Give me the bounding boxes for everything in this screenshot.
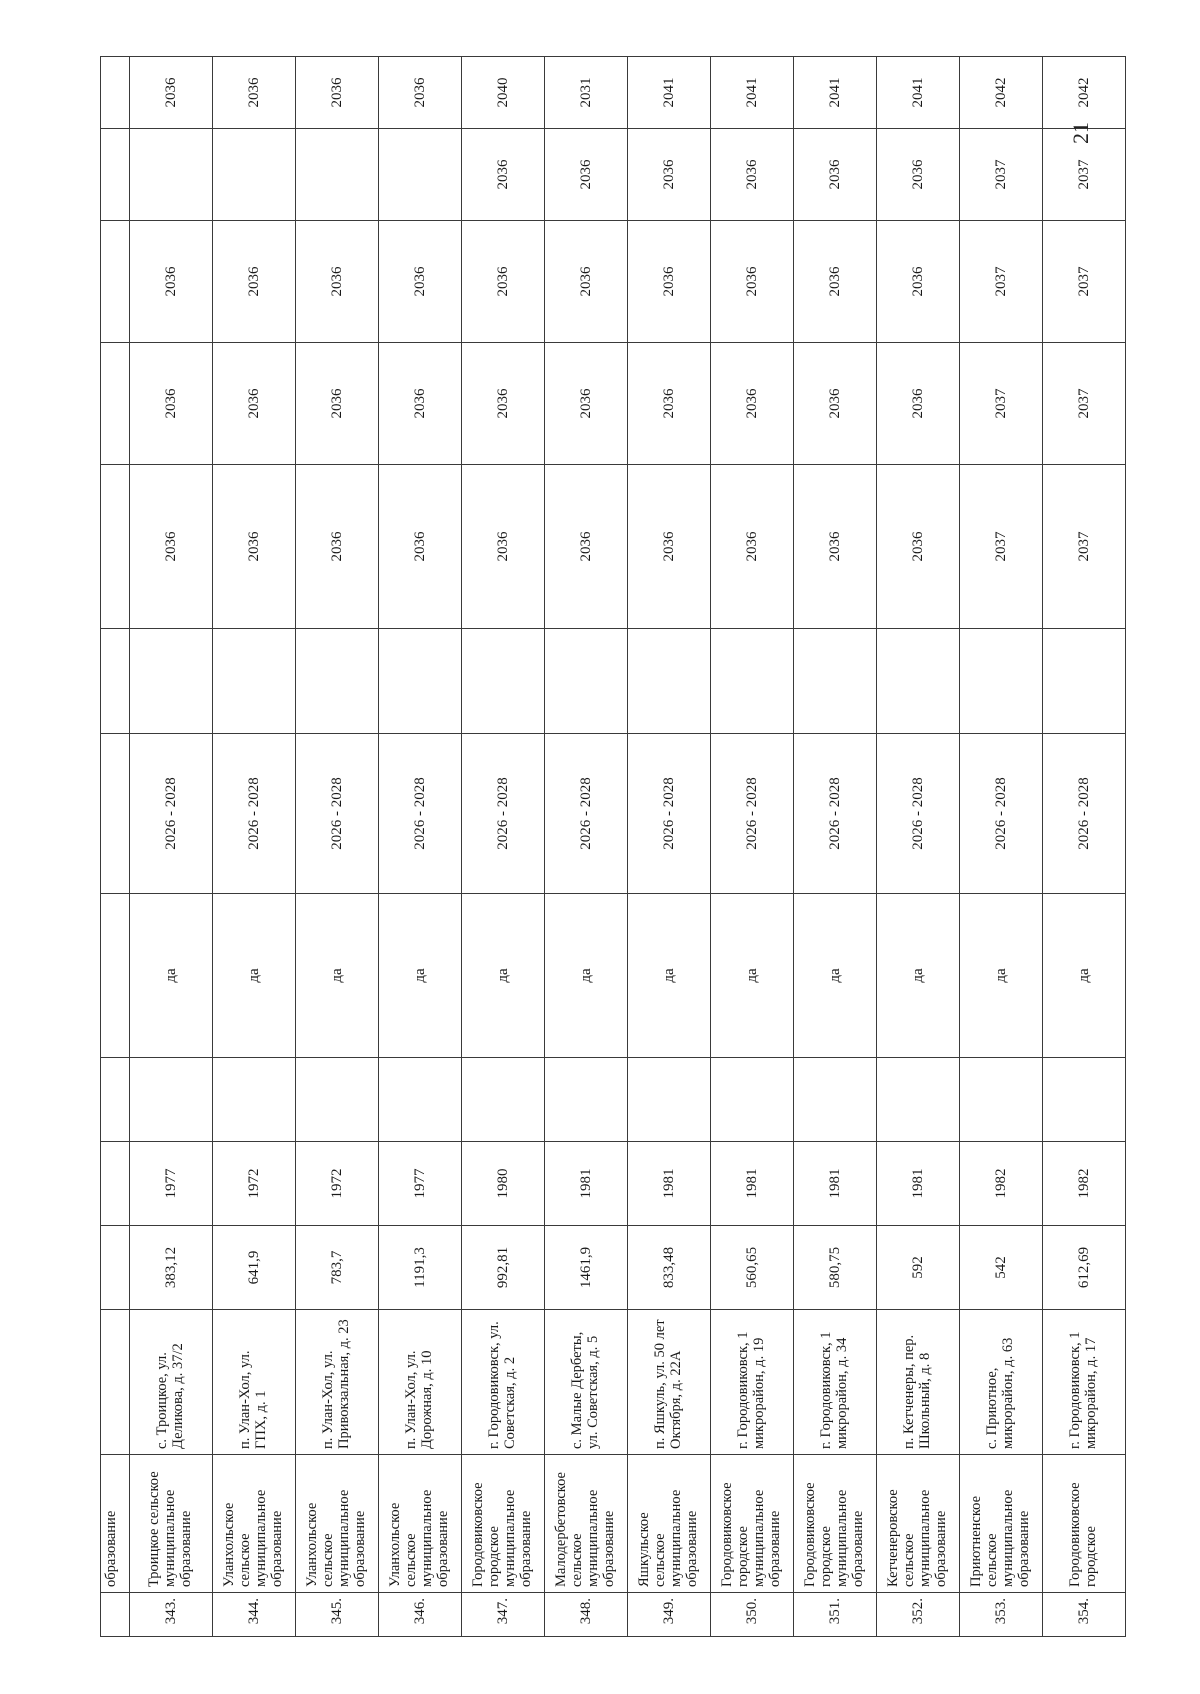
year-cell: 2037 [960,343,1043,465]
table-row [960,57,1043,1637]
year-cell: 2036 [379,465,462,629]
row-number-cell: 344. [213,1593,296,1637]
municipality-cell: Яшкульское сельское муниципальное образование [628,1455,711,1593]
row-number-cell: 343. [130,1593,213,1637]
table-row [877,57,960,1637]
empty-cell [379,1058,462,1142]
year-cell: 2036 [296,465,379,629]
year-cell: 2036 [628,465,711,629]
municipality-cell: Городовиковское городское муниципальное образование [711,1455,794,1593]
area-cell: 542 [960,1226,1043,1310]
empty-cell [711,1058,794,1142]
year-cell: 2042 [1043,57,1126,129]
year-cell: 2036 [213,221,296,343]
year-cell: 2036 [296,57,379,129]
period-cell: 2026 - 2028 [960,734,1043,894]
period-cell: 2026 - 2028 [213,734,296,894]
year-cell: 2036 [462,129,545,221]
empty-cell [130,1058,213,1142]
municipality-cell: Уланхольское сельское муниципальное образование [379,1455,462,1593]
year-built-cell: 1972 [296,1142,379,1226]
row-number-cell: 347. [462,1593,545,1637]
flag-cell: да [296,894,379,1058]
row-number-cell: 354. [1043,1593,1126,1637]
address-cell: п. Улан-Хол, ул. Дорожная, д. 10 [379,1310,462,1455]
period-cell: 2026 - 2028 [379,734,462,894]
empty-cell [296,1058,379,1142]
area-cell: 580,75 [794,1226,877,1310]
empty-cell [462,629,545,734]
table-row [794,57,877,1637]
year-built-cell: 1982 [960,1142,1043,1226]
municipality-cell: Городовиковское городское муниципальное образование [462,1455,545,1593]
municipality-cell: Малодербетовское сельское муниципальное образование [545,1455,628,1593]
municipality-cell: Кетченеровское сельское муниципальное образование [877,1455,960,1593]
area-cell: 560,65 [711,1226,794,1310]
year-cell: 2036 [794,343,877,465]
year-cell: 2036 [711,129,794,221]
period-cell: 2026 - 2028 [711,734,794,894]
table-row [462,57,545,1637]
table-row [628,57,711,1637]
empty-cell [462,1058,545,1142]
year-cell: 2041 [877,57,960,129]
header-cell [101,465,130,629]
header-cell [101,1142,130,1226]
address-cell: п. Яшкуль, ул. 50 лет Октября, д. 22А [628,1310,711,1455]
year-cell: 2036 [877,465,960,629]
address-cell: г. Городовиковск, 1 микрорайон, д. 17 [1043,1310,1126,1455]
empty-cell [213,1058,296,1142]
year-cell: 2036 [462,343,545,465]
address-cell: г. Городовиковск, 1 микрорайон, д. 34 [794,1310,877,1455]
year-cell: 2036 [462,465,545,629]
address-cell: с. Малые Дербеты, ул. Советская, д. 5 [545,1310,628,1455]
year-cell: 2041 [628,57,711,129]
table-row [130,57,213,1637]
year-cell: 2036 [130,57,213,129]
table-row [213,57,296,1637]
empty-cell [877,629,960,734]
period-cell: 2026 - 2028 [296,734,379,894]
year-cell: 2036 [711,221,794,343]
header-cell [101,129,130,221]
year-cell: 2037 [1043,465,1126,629]
flag-cell: да [628,894,711,1058]
row-number-cell: 350. [711,1593,794,1637]
year-cell: 2037 [960,221,1043,343]
municipality-cell: Троицкое сельское муниципальное образование [130,1455,213,1593]
year-built-cell: 1981 [794,1142,877,1226]
period-cell: 2026 - 2028 [877,734,960,894]
year-cell: 2037 [1043,221,1126,343]
year-cell: 2036 [794,129,877,221]
empty-cell [1043,629,1126,734]
year-cell: 2036 [545,465,628,629]
area-cell: 592 [877,1226,960,1310]
empty-cell [379,629,462,734]
year-cell: 2041 [711,57,794,129]
year-cell: 2040 [462,57,545,129]
header-cell [101,343,130,465]
year-cell: 2036 [379,57,462,129]
address-cell: п. Улан-Хол, ул. ГПХ, д. 1 [213,1310,296,1455]
area-cell: 1191,3 [379,1226,462,1310]
header-cell [101,1593,130,1637]
empty-cell [130,629,213,734]
year-built-cell: 1981 [545,1142,628,1226]
empty-cell [545,1058,628,1142]
period-cell: 2026 - 2028 [130,734,213,894]
year-cell: 2036 [545,343,628,465]
period-cell: 2026 - 2028 [462,734,545,894]
empty-cell [794,629,877,734]
header-cell [101,221,130,343]
row-number-cell: 353. [960,1593,1043,1637]
area-cell: 641,9 [213,1226,296,1310]
flag-cell: да [960,894,1043,1058]
year-cell: 2042 [960,57,1043,129]
empty-cell [711,629,794,734]
area-cell: 833,48 [628,1226,711,1310]
year-built-cell: 1977 [379,1142,462,1226]
year-cell: 2036 [462,221,545,343]
empty-cell [628,629,711,734]
year-built-cell: 1981 [711,1142,794,1226]
year-cell: 2036 [379,343,462,465]
year-built-cell: 1977 [130,1142,213,1226]
table-row [545,57,628,1637]
header-cell [101,734,130,894]
header-cell [101,629,130,734]
area-cell: 612,69 [1043,1226,1126,1310]
table-row [1043,57,1126,1637]
year-cell: 2036 [213,343,296,465]
address-cell: п. Кетченеры, пер. Школьный, д. 8 [877,1310,960,1455]
year-cell: 2036 [711,343,794,465]
year-cell [130,129,213,221]
empty-cell [1043,1058,1126,1142]
year-cell: 2036 [545,221,628,343]
empty-cell [545,629,628,734]
year-cell: 2037 [1043,343,1126,465]
year-cell: 2036 [877,221,960,343]
table-row [379,57,462,1637]
address-cell: г. Городовиковск, 1 микрорайон, д. 19 [711,1310,794,1455]
municipality-cell: Приютненское сельское муниципальное образование [960,1455,1043,1593]
empty-cell [960,629,1043,734]
table-row [711,57,794,1637]
year-cell: 2036 [130,465,213,629]
flag-cell: да [877,894,960,1058]
year-built-cell: 1980 [462,1142,545,1226]
rotated-table-container [100,57,1150,1637]
municipality-cell: Уланхольское сельское муниципальное образование [296,1455,379,1593]
year-cell: 2036 [877,343,960,465]
year-cell: 2036 [213,465,296,629]
year-built-cell: 1981 [877,1142,960,1226]
register-table [100,56,1126,1637]
table-row [296,57,379,1637]
year-cell [213,129,296,221]
header-cell [101,1226,130,1310]
header-cell-municipality: образование [101,1455,130,1593]
year-cell: 2036 [711,465,794,629]
year-cell: 2036 [628,221,711,343]
empty-cell [296,629,379,734]
table-header-row [101,57,130,1637]
year-built-cell: 1982 [1043,1142,1126,1226]
empty-cell [628,1058,711,1142]
year-cell: 2036 [877,129,960,221]
municipality-cell: Уланхольское сельское муниципальное образование [213,1455,296,1593]
page-number: 21 [1068,122,1093,144]
flag-cell: да [711,894,794,1058]
area-cell: 383,12 [130,1226,213,1310]
year-cell: 2036 [296,343,379,465]
address-cell: с. Приютное, микрорайон, д. 63 [960,1310,1043,1455]
year-cell: 2036 [794,221,877,343]
row-number-cell: 346. [379,1593,462,1637]
year-cell: 2041 [794,57,877,129]
flag-cell: да [130,894,213,1058]
row-number-cell: 351. [794,1593,877,1637]
area-cell: 992,81 [462,1226,545,1310]
year-cell: 2036 [545,129,628,221]
period-cell: 2026 - 2028 [794,734,877,894]
flag-cell: да [462,894,545,1058]
flag-cell: да [545,894,628,1058]
address-cell: п. Улан-Хол, ул. Привокзальная, д. 23 [296,1310,379,1455]
empty-cell [877,1058,960,1142]
year-cell: 2037 [1043,129,1126,221]
row-number-cell: 348. [545,1593,628,1637]
municipality-cell: Городовиковское городское муниципальное образование [794,1455,877,1593]
year-cell: 2036 [296,221,379,343]
empty-cell [960,1058,1043,1142]
flag-cell: да [794,894,877,1058]
year-cell: 2036 [130,221,213,343]
header-cell [101,894,130,1058]
area-cell: 783,7 [296,1226,379,1310]
period-cell: 2026 - 2028 [1043,734,1126,894]
header-cell [101,1058,130,1142]
municipality-cell: Городовиковское городское [1043,1455,1126,1593]
year-cell: 2037 [960,465,1043,629]
flag-cell: да [1043,894,1126,1058]
header-cell [101,57,130,129]
year-cell: 2036 [794,465,877,629]
year-cell [379,129,462,221]
flag-cell: да [379,894,462,1058]
period-cell: 2026 - 2028 [545,734,628,894]
year-cell: 2036 [379,221,462,343]
year-cell: 2031 [545,57,628,129]
address-cell: г. Городовиковск, ул. Советская, д. 2 [462,1310,545,1455]
area-cell: 1461,9 [545,1226,628,1310]
row-number-cell: 349. [628,1593,711,1637]
period-cell: 2026 - 2028 [628,734,711,894]
year-built-cell: 1981 [628,1142,711,1226]
flag-cell: да [213,894,296,1058]
year-cell: 2037 [960,129,1043,221]
empty-cell [794,1058,877,1142]
year-cell: 2036 [628,129,711,221]
empty-cell [213,629,296,734]
year-cell: 2036 [213,57,296,129]
year-cell [296,129,379,221]
year-cell: 2036 [628,343,711,465]
row-number-cell: 352. [877,1593,960,1637]
year-cell: 2036 [130,343,213,465]
header-cell [101,1310,130,1455]
address-cell: с. Троицкое, ул. Деликова, д. 37/2 [130,1310,213,1455]
row-number-cell: 345. [296,1593,379,1637]
year-built-cell: 1972 [213,1142,296,1226]
